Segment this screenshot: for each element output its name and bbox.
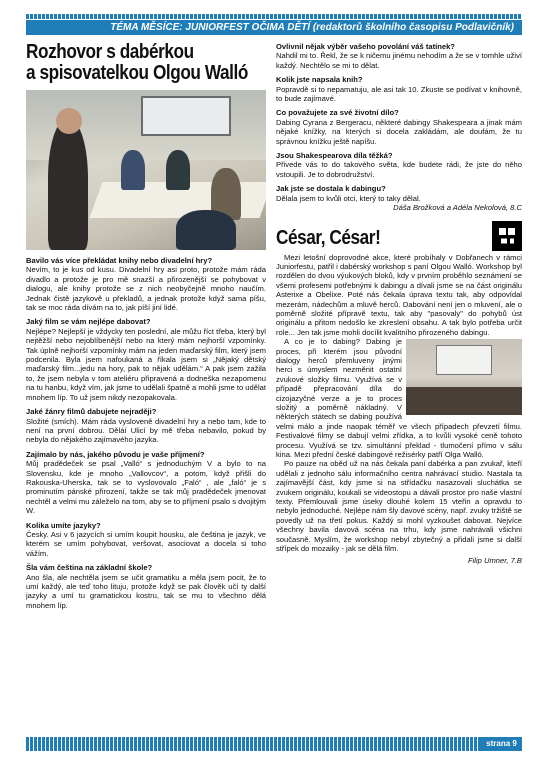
question-4: Zajímalo by nás, jakého původu je vaše příjmení? <box>26 449 205 459</box>
header-stripe <box>26 14 522 19</box>
question-5: Jak jste se dostala k dabingu? <box>276 184 386 194</box>
answer-2: Nejlépe? Nejlepší je vždycky ten poslední, ale můžu říct třeba, který byl nejtěžší nebo nejoblíbenější nebo na který mám nejhorší vzpomínky. Tak úplně nejhorší vzpomínky mám na jeden maďarský film, který jsem podcenila. Byla jsem nafoukaná a říkala jsem si „Nějaký dětský maďarský film...jedu na hory, pak to nějak udělám.“ A pak jsem zažila to, že jsem nebyla v tom ateliéru připravená a dodneška nezapomenu na tu hanbu, když vím, jak jsme to udělali špatně a mohli jsme to udělat mnohem líp. To už jsem nikdy nezopakovala. <box>26 326 266 402</box>
answer-3: Složité (smích). Mám ráda vysloveně divadelní hry a nebo tam, kde to není na první dobrou. Děláí Ulicí by mě třeba nebavilo, pokud by nebyla do nějakého zajímavého jazyka. <box>26 416 266 445</box>
question-5: Kolika umíte jazyky? <box>26 520 101 530</box>
question-1: Ovlivnil nějak výběr vašeho povolání váš tatínek? <box>276 42 455 51</box>
question-6: Šla vám čeština na základní škole? <box>26 563 153 573</box>
classroom-photo <box>26 90 266 250</box>
answer-4: Přivede vás to do takového světa, kde budete rádi, že jste do něho vstoupili. Je to dobrodružství. <box>276 160 522 179</box>
article2-paragraph-2: A co je to dabing? Dabing je proces, při kterém jsou původní dialogy herců přemluveny jinými herci s úmyslem nezměnit ostatní zvukové složky filmu. Využívá se v případě přepracování díla do cizojazyčné verze a je to proces složitý a poměrně nákladný. V některých státech se dabing používá velmi málo a jinde naopak téměř ve všech případech převzetí filmu. Festivalové filmy se dabují velmi zřídka, a to kvůli vysoké ceně tohoto procesu. Využívá se tzv. simultánní překlad - tlumočení přímo v sálu kina. Mezi přední české dabingové režisérky patří Olga Walló. <box>276 337 522 460</box>
answer-1: Nahdil mi to. Řekl, že se k ničemu jinému nehodím a že se v tomhle uživí každý. Nechtělo se mi to dělat. <box>276 51 522 70</box>
answer-4: Můj pradědeček se psal „Valló“ s jednoduchým V a bylo to na Slovensku, kde je mnoho „Vallovcov“, a potom, když přišli do Rakouska-Uherska, tak se to vyslovovalo „Faló“ , ale „faló“ je s prominutím pánské přirození, takže se tak můj pradědeček jmenovat nechtěl a velmi mu záleželo na tom, aby se to příjmení psalo s dvojitým W. <box>26 459 266 516</box>
right-column <box>276 42 522 565</box>
answer-3: Dabing Cyrana z Bergeracu, některé dabingy Shakespeara a jinak mám nějaké knížky, na kterých si docela zakládám, ale doufám, že tu správnou knížku ještě napíšu. <box>276 117 522 146</box>
footer-stripe <box>26 737 481 751</box>
question-3: Jaké žánry filmů dabujete nejraději? <box>26 407 157 417</box>
article-title: Rozhovor s dabérkou a spisovatelkou Olgou Walló <box>26 41 248 84</box>
question-2: Kolik jste napsala knih? <box>276 75 363 85</box>
article2-title: César, César! <box>276 226 381 249</box>
answer-5: Dělala jsem to kvůli otci, který to taky dělal. <box>276 193 421 203</box>
answer-5: Česky. Asi v 6 jazycích si umím koupit housku, ale čeština je jazyk, ve kterém se umím pohybovat, veršovat, asociovat a docela si toho vážím. <box>26 529 266 558</box>
section-header: TÉMA MĚSÍCE: JUNIORFEST OČIMA DĚTÍ (redaktorů školního časopisu Podlavičník) <box>26 20 522 35</box>
page-number: strana 9 <box>481 737 522 751</box>
article1-signature: Dáša Brožková a Adéla Nekolová, 8.C <box>393 203 522 213</box>
article2-paragraph-1: Mezi letošní doprovodné akce, které probíhaly v Dobřanech v rámci Juniorfestu, patřil i dabérský workshop s paní Olgou Walló. Workshop byl rozdělen do dvou výukových bloků, kdy v prvním proběhlo seznámení se všemi profesemi potřebnými k dabingu a dívali jsme se na část originálu Asterixe a Obelixe. Poté nás čekala úprava textu tak, aby odpovídal mezerám, nádechům a mluvě herců. Dabování není jen o mluvení, ale o poměrně složité přípravě textu, tak aby "pasovaly" do pohybů úst originálu a přitom nedošlo ke zkreslení obsahu. A tak bylo potřeba určit role... Jen tak jsme mohli docílit kvalitního přirozeného dabingu. <box>276 252 522 337</box>
article2-paragraph-3: Po pauze na oběd už na nás čekala paní dabérka a pan zvukař, kteří udělali z jednoho sálu informačního centra nahrávací studio. Nastala ta zajímavější část, kdy jsme si na střídačku nasazovali sluchátka se zvukem originálu, koukali se videostopu a dávali prostor pro naše vlastní texty. Přemlouvali jsme úseky dlouhé kolem 15 vteřin a opravdu to nebylo jednoduché. Nejlépe nám šly davové scény, např. zvuky tržiště se povedly už na třetí pokus. Každý si mohl vyzkoušet dabovat. Nejvíce všechny bavila davová scéna na trhu, kdy jsme nahrávali všichni současně. Myslím, že workshop nebyl zbytečný a přidali jsme si další střípek do mozaiky - jak se dělá film. <box>276 459 522 554</box>
article2-signature: Filip Umner, 7.B <box>467 555 522 565</box>
question-4: Jsou Shakespearova díla těžká? <box>276 151 393 161</box>
answer-6: Ano šla, ale nechtěla jsem se učit gramatiku a měla jsem pocit, že to umí každý, ale teď toho lituju, protože když se pak člověk učí ty další jazyky a umí tu gramatickou kostru, tak se mu to všechno dělá mnohem líp. <box>26 572 266 610</box>
qr-code-icon[interactable] <box>492 221 522 251</box>
question-3: Co považujete za své životní dílo? <box>276 108 399 118</box>
cinema-workshop-photo <box>406 339 522 415</box>
answer-2: Popravdě si to nepamatuju, ale asi tak 10. Zkuste se podívat v knihovně, to bude zajímavé. <box>276 84 522 104</box>
question-2: Jaký film se vám nejlépe dabovat? <box>26 317 151 327</box>
left-column <box>26 42 266 610</box>
question-1: Bavilo vás více překládat knihy nebo divadelní hry? <box>26 256 213 265</box>
answer-1: Nevím, to je kus od kusu. Divadelní hry asi proto, protože mám ráda divadlo a protože je pro mě snazší a přirozenější se pohybovat v dialogu, ale knihy protože se z nich neobyčejně mnoho naučím. Jednak čistě jazykově u překladů, a jednak protože když sama píšu, tak se moc ráda dívám na to, jak píší jiní lidé. <box>26 265 266 313</box>
